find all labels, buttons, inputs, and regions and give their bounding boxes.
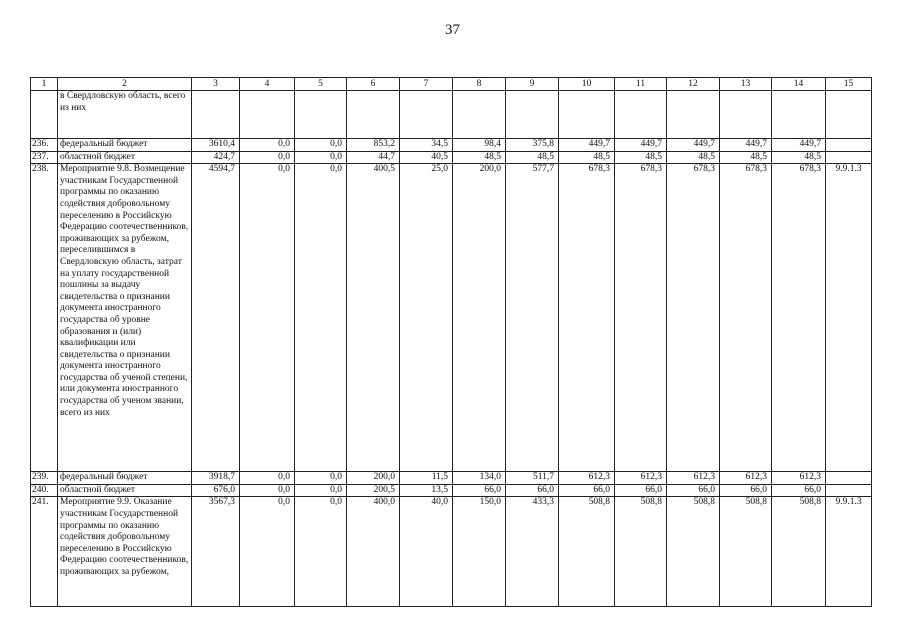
header-cell: 6 [347, 78, 400, 91]
header-cell: 1 [31, 78, 58, 91]
value-cell: 48,5 [772, 151, 826, 164]
value-cell: 375,8 [506, 139, 559, 152]
value-cell: 508,8 [559, 497, 615, 607]
value-cell: 3610,4 [192, 139, 240, 152]
value-cell [347, 91, 400, 139]
value-cell: 3567,3 [192, 497, 240, 607]
value-cell: 449,7 [720, 139, 772, 152]
value-cell: 449,7 [615, 139, 667, 152]
value-cell: 11,5 [400, 472, 453, 485]
value-cell: 612,3 [559, 472, 615, 485]
value-cell: 66,0 [720, 484, 772, 497]
value-cell: 678,3 [559, 164, 615, 472]
table-row [31, 472, 872, 485]
value-cell: 449,7 [772, 139, 826, 152]
target-indicator-cell [826, 151, 872, 164]
table-row [31, 151, 872, 164]
header-cell: 5 [295, 78, 347, 91]
value-cell: 13,5 [400, 484, 453, 497]
value-cell [720, 91, 772, 139]
value-cell: 48,5 [720, 151, 772, 164]
target-indicator-cell [826, 484, 872, 497]
header-cell: 7 [400, 78, 453, 91]
row-description: в Свердловскую область, всего из них [58, 91, 192, 139]
value-cell: 0,0 [240, 484, 295, 497]
row-number [31, 91, 58, 139]
value-cell: 0,0 [240, 139, 295, 152]
value-cell: 48,5 [453, 151, 506, 164]
value-cell [453, 91, 506, 139]
value-cell: 66,0 [506, 484, 559, 497]
value-cell: 98,4 [453, 139, 506, 152]
value-cell: 48,5 [559, 151, 615, 164]
row-description: Мероприятие 9.8. Возмещение участникам Государственной программы по оказанию содействия добровольному переселению в Российскую Федерацию соотечественников, проживающих за рубежом, переселившимся в Свердловскую область, затрат на уплату государственной пошлины за выдачу свидетельства о признании документа иностранного государства об уровне образования и (или) квалификации или свидетельства о признании документа иностранного государства об ученой степени, или документа иностранного государства об ученом звании, всего из них [58, 164, 192, 472]
value-cell: 0,0 [240, 472, 295, 485]
row-description: областной бюджет [58, 484, 192, 497]
value-cell [192, 91, 240, 139]
header-row [31, 78, 872, 91]
target-indicator-cell [826, 139, 872, 152]
value-cell: 40,0 [400, 497, 453, 607]
value-cell: 200,0 [453, 164, 506, 472]
row-description: областной бюджет [58, 151, 192, 164]
row-number: 237. [31, 151, 58, 164]
value-cell: 612,3 [720, 472, 772, 485]
table-row [31, 497, 872, 607]
value-cell: 66,0 [453, 484, 506, 497]
value-cell: 44,7 [347, 151, 400, 164]
row-number: 241. [31, 497, 58, 607]
value-cell: 678,3 [772, 164, 826, 472]
value-cell [559, 91, 615, 139]
value-cell: 66,0 [667, 484, 720, 497]
header-cell: 8 [453, 78, 506, 91]
value-cell: 0,0 [295, 472, 347, 485]
row-description: Мероприятие 9.9. Оказание участникам Государственной программы по оказанию содействия добровольному переселению в Российскую Федерацию соотечественников, проживающих за рубежом, [58, 497, 192, 607]
target-indicator-cell: 9.9.1.3 [826, 164, 872, 472]
header-cell: 3 [192, 78, 240, 91]
header-cell: 9 [506, 78, 559, 91]
row-number: 240. [31, 484, 58, 497]
value-cell [506, 91, 559, 139]
value-cell [240, 91, 295, 139]
value-cell: 424,7 [192, 151, 240, 164]
value-cell: 676,0 [192, 484, 240, 497]
row-number: 236. [31, 139, 58, 152]
budget-table [30, 77, 872, 607]
value-cell: 25,0 [400, 164, 453, 472]
page-number: 37 [445, 22, 460, 38]
row-description: федеральный бюджет [58, 472, 192, 485]
row-number: 239. [31, 472, 58, 485]
value-cell: 66,0 [772, 484, 826, 497]
value-cell: 433,3 [506, 497, 559, 607]
value-cell: 612,3 [772, 472, 826, 485]
value-cell: 0,0 [295, 164, 347, 472]
value-cell: 48,5 [506, 151, 559, 164]
table-row [31, 484, 872, 497]
value-cell: 34,5 [400, 139, 453, 152]
target-indicator-cell [826, 472, 872, 485]
value-cell [615, 91, 667, 139]
table-row [31, 91, 872, 139]
table-row [31, 164, 872, 472]
value-cell [400, 91, 453, 139]
header-cell: 10 [559, 78, 615, 91]
value-cell: 853,2 [347, 139, 400, 152]
header-cell: 14 [772, 78, 826, 91]
value-cell [667, 91, 720, 139]
value-cell: 0,0 [295, 497, 347, 607]
value-cell: 200,0 [347, 472, 400, 485]
header-cell: 11 [615, 78, 667, 91]
value-cell: 449,7 [667, 139, 720, 152]
value-cell: 66,0 [559, 484, 615, 497]
value-cell: 577,7 [506, 164, 559, 472]
value-cell: 0,0 [240, 151, 295, 164]
value-cell: 400,5 [347, 164, 400, 472]
value-cell: 0,0 [240, 497, 295, 607]
row-description: федеральный бюджет [58, 139, 192, 152]
value-cell: 0,0 [295, 484, 347, 497]
value-cell [772, 91, 826, 139]
value-cell [295, 91, 347, 139]
header-cell: 13 [720, 78, 772, 91]
value-cell: 508,8 [720, 497, 772, 607]
value-cell: 0,0 [295, 151, 347, 164]
value-cell: 678,3 [615, 164, 667, 472]
value-cell: 0,0 [240, 164, 295, 472]
target-indicator-cell [826, 91, 872, 139]
value-cell: 511,7 [506, 472, 559, 485]
table-row [31, 139, 872, 152]
value-cell: 200,5 [347, 484, 400, 497]
value-cell: 678,3 [667, 164, 720, 472]
header-cell: 4 [240, 78, 295, 91]
value-cell: 4594,7 [192, 164, 240, 472]
header-cell: 2 [58, 78, 192, 91]
header-cell: 15 [826, 78, 872, 91]
target-indicator-cell: 9.9.1.3 [826, 497, 872, 607]
row-number: 238. [31, 164, 58, 472]
value-cell: 48,5 [615, 151, 667, 164]
value-cell: 508,8 [667, 497, 720, 607]
value-cell: 3918,7 [192, 472, 240, 485]
value-cell: 678,3 [720, 164, 772, 472]
value-cell: 0,0 [295, 139, 347, 152]
header-cell: 12 [667, 78, 720, 91]
value-cell: 508,8 [615, 497, 667, 607]
value-cell: 612,3 [667, 472, 720, 485]
value-cell: 150,0 [453, 497, 506, 607]
value-cell: 612,3 [615, 472, 667, 485]
value-cell: 48,5 [667, 151, 720, 164]
value-cell: 508,8 [772, 497, 826, 607]
value-cell: 134,0 [453, 472, 506, 485]
value-cell: 400,0 [347, 497, 400, 607]
value-cell: 449,7 [559, 139, 615, 152]
value-cell: 66,0 [615, 484, 667, 497]
value-cell: 40,5 [400, 151, 453, 164]
